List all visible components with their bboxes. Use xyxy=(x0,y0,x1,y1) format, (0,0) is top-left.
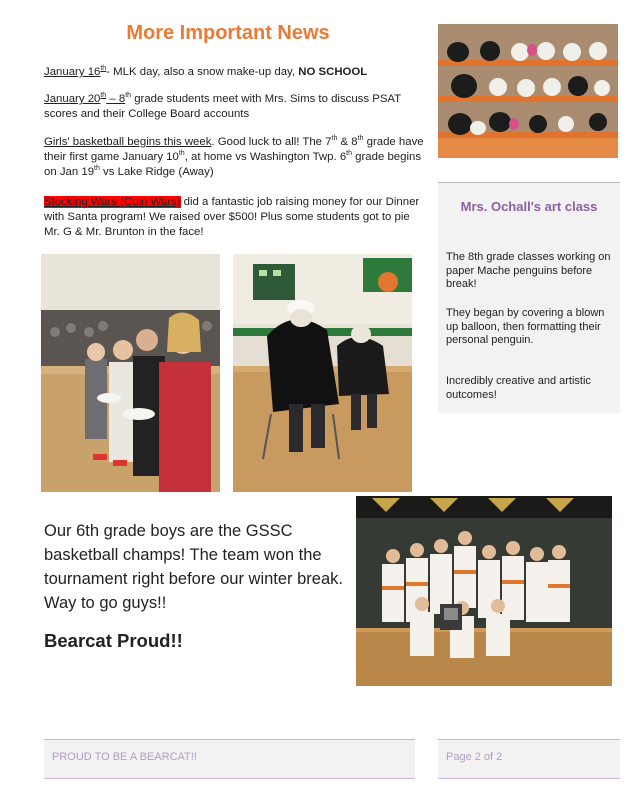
art-class-p2: They began by covering a blown up balloon, then formatting their personal penguin. xyxy=(446,307,605,346)
news-mlk-date: January 16 xyxy=(44,66,101,78)
students-pie-photo xyxy=(41,254,220,492)
news-basketball-t4: , at home vs Washington Twp. 6 xyxy=(184,151,347,163)
art-class-p3: Incredibly creative and artistic outcomes! xyxy=(446,375,591,401)
news-psat-sup2: th xyxy=(125,92,132,100)
news-psat-date: January 20 xyxy=(44,93,101,105)
bearcat-proud: Bearcat Proud!! xyxy=(44,630,183,651)
news-mlk xyxy=(44,65,424,80)
news-basketball-t1: . Good luck to all! The 7 xyxy=(211,136,332,148)
news-mlk-sup: th xyxy=(100,65,107,73)
news-mlk-bold: NO SCHOOL xyxy=(298,66,368,78)
news-stocking-text: did a fantastic job raising money for our Dinner with Santa program! We raised over $500! Plus some students got to pie Mr. G & Mr. Brunton in the face! xyxy=(44,196,420,238)
news-basketball-s2: th xyxy=(357,135,364,143)
news-psat-text: grade students meet with Mrs. Sims to discuss PSAT scores and their College Board accounts xyxy=(44,93,401,120)
news-basketball-lead: Girls' basketball begins this week xyxy=(44,136,212,148)
footer-left-text: PROUD TO BE A BEARCAT!! xyxy=(52,751,197,763)
news-stocking-lead: Stocking Wars (Coin Wars) xyxy=(44,196,181,208)
news-basketball-s1: th xyxy=(331,135,338,143)
page-number: Page 2 of 2 xyxy=(446,751,503,763)
news-basketball-s3: th xyxy=(178,150,185,158)
news-basketball-t3: grade have their first game January 10 xyxy=(44,136,424,163)
news-basketball xyxy=(44,135,424,180)
news-psat xyxy=(44,92,424,122)
news-psat-sup: th xyxy=(100,92,107,100)
page-heading: More Important News xyxy=(126,22,330,44)
news-basketball-t6: vs Lake Ridge (Away) xyxy=(99,166,214,178)
art-class-sidebar xyxy=(438,182,620,413)
art-class-p1: The 8th grade classes working on paper Mache penguins before break! xyxy=(446,251,611,290)
basketball-team-photo xyxy=(356,496,612,686)
news-basketball-t5: grade begins on Jan 19 xyxy=(44,151,422,178)
art-class-title: Mrs. Ochall's art class xyxy=(460,199,598,214)
news-psat-dash: – 8 xyxy=(106,93,126,105)
news-basketball-s5: th xyxy=(94,165,100,173)
teachers-pied-photo xyxy=(233,254,412,492)
news-basketball-t2: & 8 xyxy=(337,136,358,148)
footer-right xyxy=(438,739,620,779)
champs-text: Our 6th grade boys are the GSSC basketball champs! The team won the tournament right before our winter break. Way to go guys!! xyxy=(44,522,343,612)
news-basketball-s4: th xyxy=(346,150,352,158)
news-mlk-text: - MLK day, also a snow make-up day, xyxy=(106,66,299,78)
news-stocking xyxy=(44,195,424,240)
footer-left xyxy=(44,739,415,779)
penguin-shelf-photo xyxy=(438,24,618,158)
